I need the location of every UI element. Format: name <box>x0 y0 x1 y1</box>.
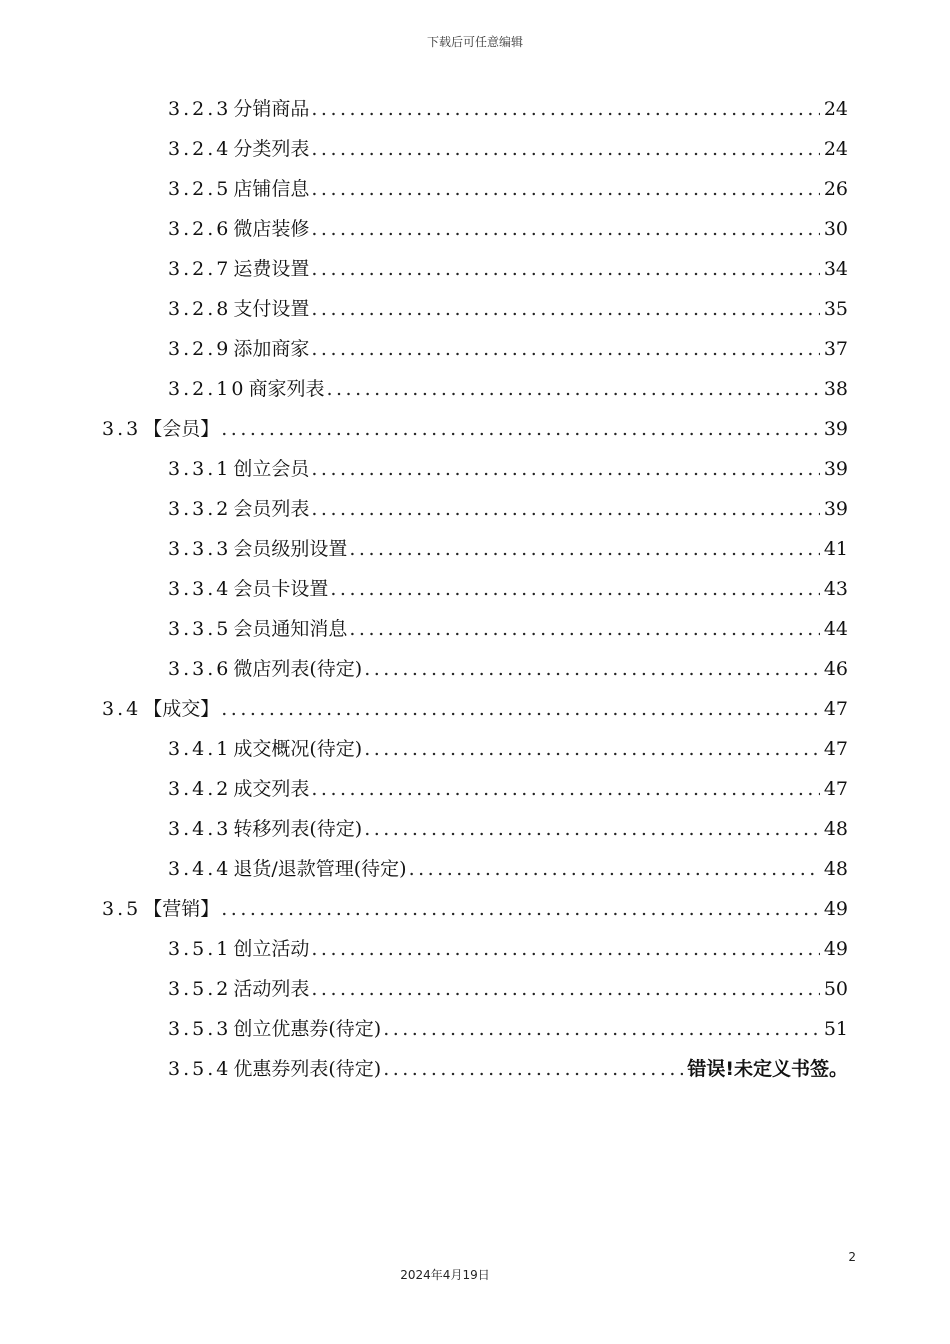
toc-entry-page: 51 <box>823 1018 848 1040</box>
toc-dot-leader <box>326 369 819 409</box>
toc-entry-number: 3.3.3 <box>168 538 232 560</box>
page-number: 2 <box>848 1250 856 1264</box>
toc-entry-number: 3.4.2 <box>168 778 232 800</box>
toc-entry[interactable] <box>168 729 848 769</box>
toc-entry-number: 3.3.1 <box>168 458 232 480</box>
toc-dot-leader <box>311 969 819 1009</box>
toc-entry-page: 48 <box>823 858 848 880</box>
toc-entry[interactable] <box>168 1049 848 1089</box>
toc-entry[interactable] <box>168 649 848 689</box>
toc-section-entry[interactable] <box>102 689 848 729</box>
toc-entry[interactable] <box>168 289 848 329</box>
toc-entry-title: 【成交】 <box>143 698 220 720</box>
toc-entry-title: 【会员】 <box>143 418 220 440</box>
toc-entry-page: 24 <box>823 98 848 120</box>
toc-dot-leader <box>364 729 820 769</box>
toc-dot-leader <box>409 849 820 889</box>
toc-entry-title: 商家列表 <box>248 378 325 400</box>
toc-entry-page-error: 错误!未定义书签。 <box>687 1058 848 1080</box>
toc-entry[interactable] <box>168 969 848 1009</box>
toc-entry-page: 47 <box>823 698 848 720</box>
toc-entry-title: 转移列表(待定) <box>233 818 363 840</box>
toc-entry-title: 微店列表(待定) <box>233 658 363 680</box>
toc-dot-leader <box>311 769 819 809</box>
toc-dot-leader <box>221 689 820 729</box>
toc-dot-leader <box>311 89 819 129</box>
toc-entry-number: 3.5 <box>102 898 142 920</box>
toc-entry-number: 3.3.2 <box>168 498 232 520</box>
toc-entry-number: 3.5.1 <box>168 938 232 960</box>
toc-dot-leader <box>311 489 819 529</box>
toc-entry-page: 47 <box>823 778 848 800</box>
toc-entry-number: 3.5.2 <box>168 978 232 1000</box>
toc-entry-title: 创立优惠券(待定) <box>233 1018 382 1040</box>
toc-entry-title: 分类列表 <box>233 138 310 160</box>
toc-entry-number: 3.5.4 <box>168 1058 232 1080</box>
toc-dot-leader <box>311 169 819 209</box>
toc-entry-page: 35 <box>823 298 848 320</box>
toc-entry-page: 38 <box>823 378 848 400</box>
toc-entry-title: 【营销】 <box>143 898 220 920</box>
toc-entry-number: 3.3 <box>102 418 142 440</box>
toc-entry-title: 会员级别设置 <box>233 538 348 560</box>
toc-entry-page: 50 <box>823 978 848 1000</box>
toc-dot-leader <box>221 409 820 449</box>
toc-entry[interactable] <box>168 769 848 809</box>
toc-entry-page: 24 <box>823 138 848 160</box>
toc-entry-number: 3.4.3 <box>168 818 232 840</box>
toc-entry[interactable] <box>168 369 848 409</box>
toc-entry-title: 微店装修 <box>233 218 310 240</box>
toc-entry[interactable] <box>168 569 848 609</box>
toc-entry-page: 48 <box>823 818 848 840</box>
toc-entry-number: 3.3.4 <box>168 578 232 600</box>
toc-dot-leader <box>311 209 819 249</box>
toc-entry-number: 3.4.4 <box>168 858 232 880</box>
toc-dot-leader <box>349 529 819 569</box>
toc-dot-leader <box>311 249 819 289</box>
toc-entry[interactable] <box>168 529 848 569</box>
toc-entry-page: 49 <box>823 898 848 920</box>
toc-entry[interactable] <box>168 609 848 649</box>
toc-entry-title: 创立活动 <box>233 938 310 960</box>
toc-entry-number: 3.2.7 <box>168 258 232 280</box>
toc-dot-leader <box>311 329 819 369</box>
toc-entry-number: 3.2.10 <box>168 378 247 400</box>
page-header: 下载后可任意编辑 <box>426 35 523 49</box>
toc-dot-leader <box>311 129 819 169</box>
toc-entry-title: 会员卡设置 <box>233 578 329 600</box>
toc-entry-title: 会员通知消息 <box>233 618 348 640</box>
toc-dot-leader <box>311 289 819 329</box>
toc-entry-number: 3.5.3 <box>168 1018 232 1040</box>
toc-entry-title: 支付设置 <box>233 298 310 320</box>
toc-section-entry[interactable] <box>102 889 848 929</box>
toc-entry[interactable] <box>168 209 848 249</box>
toc-entry-title: 店铺信息 <box>233 178 310 200</box>
toc-entry-number: 3.3.5 <box>168 618 232 640</box>
toc-entry-page: 49 <box>823 938 848 960</box>
toc-entry-title: 退货/退款管理(待定) <box>233 858 407 880</box>
toc-entry[interactable] <box>168 489 848 529</box>
toc-entry-page: 37 <box>823 338 848 360</box>
page-footer-date: 2024年4月19日 <box>400 1268 490 1282</box>
toc-entry[interactable] <box>168 129 848 169</box>
toc-entry-page: 34 <box>823 258 848 280</box>
toc-entry-page: 47 <box>823 738 848 760</box>
toc-entry-page: 30 <box>823 218 848 240</box>
toc-entry-title: 活动列表 <box>233 978 310 1000</box>
toc-entry[interactable] <box>168 809 848 849</box>
toc-entry-page: 44 <box>823 618 848 640</box>
toc-entry-title: 成交列表 <box>233 778 310 800</box>
toc-entry[interactable] <box>168 1009 848 1049</box>
toc-entry-page: 39 <box>823 418 848 440</box>
toc-dot-leader <box>330 569 819 609</box>
toc-entry-page: 26 <box>823 178 848 200</box>
toc-dot-leader <box>349 609 819 649</box>
toc-entry[interactable] <box>168 249 848 289</box>
toc-dot-leader <box>311 449 819 489</box>
toc-entry-number: 3.4 <box>102 698 142 720</box>
toc-entry-number: 3.4.1 <box>168 738 232 760</box>
toc-dot-leader <box>311 929 819 969</box>
toc-entry-title: 添加商家 <box>233 338 310 360</box>
toc-entry-title: 分销商品 <box>233 98 310 120</box>
toc-entry-page: 39 <box>823 498 848 520</box>
toc-entry-title: 创立会员 <box>233 458 310 480</box>
toc-dot-leader <box>383 1049 683 1089</box>
toc-entry-page: 41 <box>823 538 848 560</box>
toc-entry-number: 3.2.5 <box>168 178 232 200</box>
toc-entry-title: 成交概况(待定) <box>233 738 363 760</box>
toc-entry[interactable] <box>168 849 848 889</box>
toc-dot-leader <box>364 649 820 689</box>
toc-entry-page: 46 <box>823 658 848 680</box>
toc-entry-number: 3.3.6 <box>168 658 232 680</box>
toc-dot-leader <box>383 1009 820 1049</box>
toc-entry-title: 优惠券列表(待定) <box>233 1058 382 1080</box>
toc-entry-number: 3.2.8 <box>168 298 232 320</box>
toc-entry-page: 43 <box>823 578 848 600</box>
toc-entry[interactable] <box>168 929 848 969</box>
toc-entry[interactable] <box>168 329 848 369</box>
toc-dot-leader <box>364 809 820 849</box>
toc-entry-number: 3.2.6 <box>168 218 232 240</box>
toc-entry-number: 3.2.3 <box>168 98 232 120</box>
toc-entry-number: 3.2.4 <box>168 138 232 160</box>
toc-dot-leader <box>221 889 820 929</box>
toc-entry-page: 39 <box>823 458 848 480</box>
toc-entry-title: 会员列表 <box>233 498 310 520</box>
toc-entry-number: 3.2.9 <box>168 338 232 360</box>
toc-entry[interactable] <box>168 169 848 209</box>
toc-entry[interactable] <box>168 449 848 489</box>
toc-entry[interactable] <box>168 89 848 129</box>
toc-entry-title: 运费设置 <box>233 258 310 280</box>
toc-section-entry[interactable] <box>102 409 848 449</box>
